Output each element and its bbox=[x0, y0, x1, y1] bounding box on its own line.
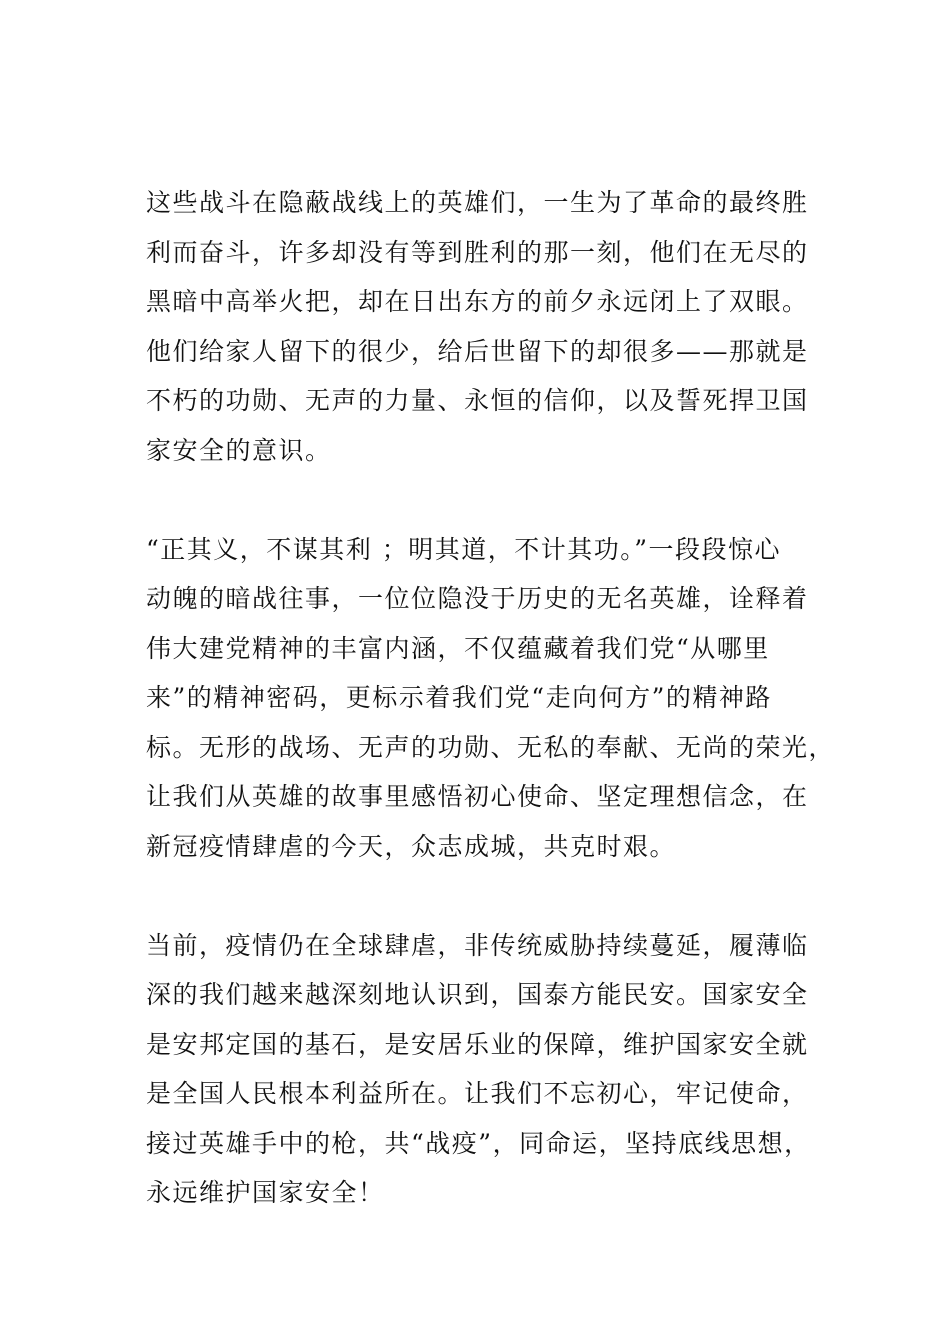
paragraph-line: “正其义，不谋其利 ；明其道，不计其功。”一段段惊心 bbox=[146, 534, 782, 564]
paragraph-3 bbox=[146, 921, 811, 1218]
paragraph-line: 动魄的暗战往事，一位位隐没于历史的无名英雄，诠释着 bbox=[146, 584, 809, 613]
paragraph-line: 是全国人民根本利益所在。让我们不忘初心，牢记使命， bbox=[146, 1079, 809, 1108]
paragraph-spacer bbox=[146, 871, 806, 921]
document-body bbox=[146, 178, 836, 1218]
paragraph-line: 新冠疫情肆虐的今天，众志成城，共克时艰。 bbox=[146, 831, 677, 861]
paragraph-line: 让我们从英雄的故事里感悟初心使命、坚定理想信念，在 bbox=[146, 782, 809, 811]
paragraph-line: 深的我们越来越深刻地认识到，国泰方能民安。国家安全 bbox=[146, 980, 809, 1009]
paragraph-line: 他们给家人留下的很少，给后世留下的却很多——那就是 bbox=[146, 336, 809, 366]
paragraph-2 bbox=[146, 525, 836, 872]
paragraph-line: 黑暗中高举火把，却在日出东方的前夕永远闭上了双眼。 bbox=[146, 287, 809, 316]
paragraph-line: 当前，疫情仍在全球肆虐，非传统威胁持续蔓延，履薄临 bbox=[146, 930, 809, 960]
paragraph-line: 伟大建党精神的丰富内涵，不仅蕴藏着我们党“从哪里 bbox=[146, 633, 770, 663]
paragraph-line: 是安邦定国的基石，是安居乐业的保障，维护国家安全就 bbox=[146, 1029, 809, 1059]
paragraph-line: 接过英雄手中的枪，共“战疫”，同命运，坚持底线思想， bbox=[146, 1128, 811, 1158]
paragraph-line: 来”的精神密码，更标示着我们党“走向何方”的精神路 bbox=[146, 683, 772, 712]
paragraph-line: 标。无形的战场、无声的功勋、无私的奉献、无尚的荣光， bbox=[146, 732, 836, 762]
paragraph-1 bbox=[146, 178, 809, 475]
paragraph-line: 家安全的意识。 bbox=[146, 435, 332, 465]
paragraph-line: 不朽的功勋、无声的力量、永恒的信仰，以及誓死捍卫国 bbox=[146, 386, 809, 415]
paragraph-line: 利而奋斗，许多却没有等到胜利的那一刻，他们在无尽的 bbox=[146, 237, 809, 267]
paragraph-spacer bbox=[146, 475, 806, 525]
paragraph-line: 永远维护国家安全！ bbox=[146, 1178, 385, 1207]
paragraph-line: 这些战斗在隐蔽战线上的英雄们，一生为了革命的最终胜 bbox=[146, 188, 809, 217]
